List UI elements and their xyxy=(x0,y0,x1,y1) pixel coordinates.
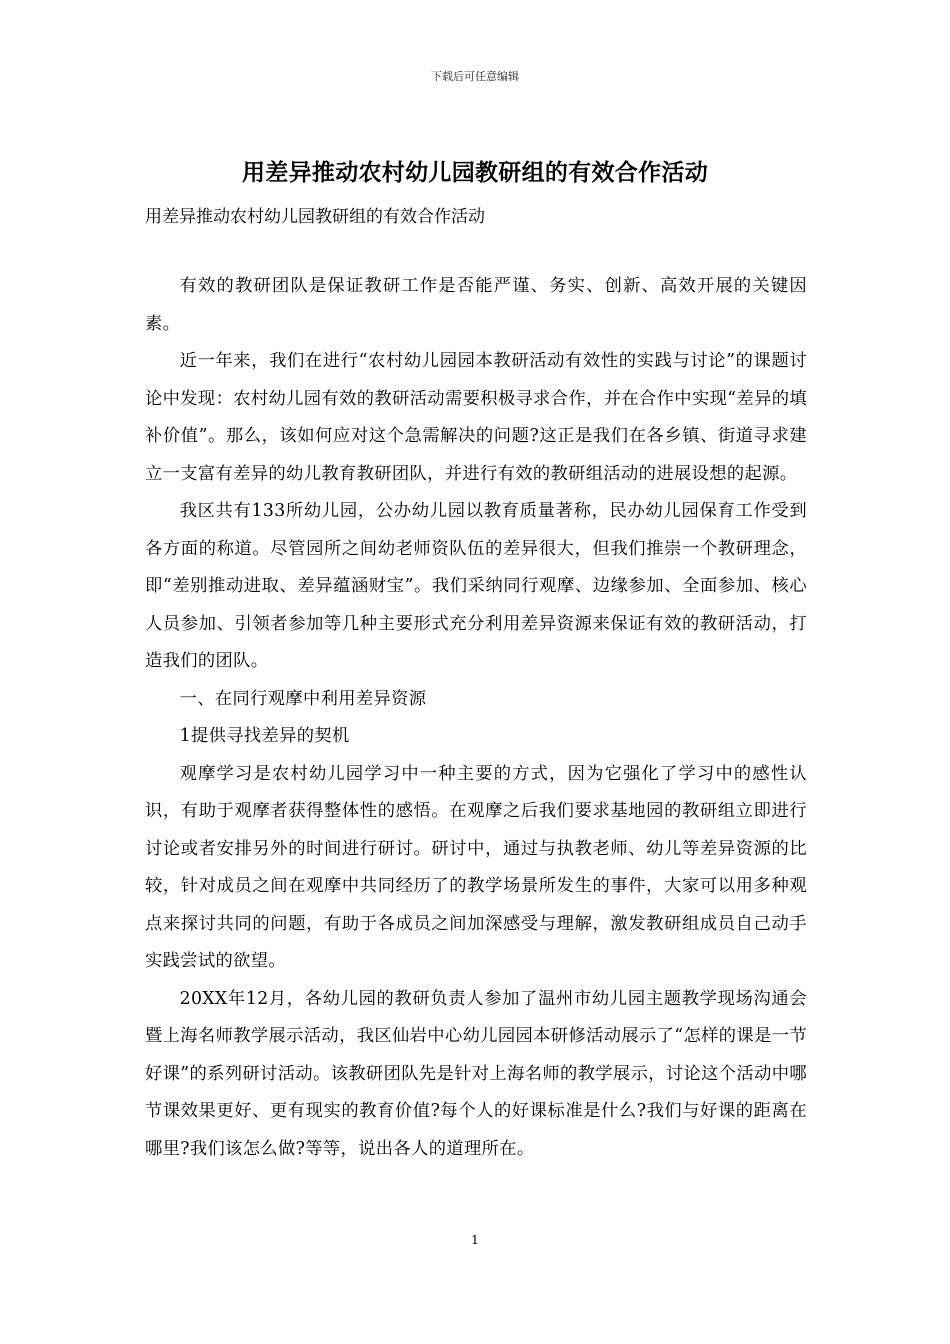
paragraph: 20XX年12月，各幼儿园的教研负责人参加了温州市幼儿园主题教学现场沟通会暨上海名师教学展示活动，我区仙岩中心幼儿园园本研修活动展示了“怎样的课是一节好课”的系列研讨活动。该教研团队先是针对上海名师的教学展示，讨论这个活动中哪节课效果更好、更有现实的教育价值?每个人的好课标准是什么?我们与好课的距离在哪里?我们该怎么做?等等，说出各人的道理所在。 xyxy=(145,988,807,1159)
paragraph: 有效的教研团队是保证教研工作是否能严谨、务实、创新、高效开展的关键因素。 xyxy=(145,276,807,334)
paragraph: 观摩学习是农村幼儿园学习中一种主要的方式，因为它强化了学习中的感性认识，有助于观摩者获得整体性的感悟。在观摩之后我们要求基地园的教研组立即进行讨论或者安排另外的时间进行研讨。研讨中，通过与执教老师、幼儿等差异资源的比较，针对成员之间在观摩中共同经历了的教学场景所发生的事件，大家可以用多种观点来探讨共同的问题，有助于各成员之间加深感受与理解，激发教研组成员自己动手实践尝试的欲望。 xyxy=(145,763,807,971)
paragraph: 我区共有133所幼儿园，公办幼儿园以教育质量著称，民办幼儿园保育工作受到各方面的称道。尽管园所之间幼老师资队伍的差异很大，但我们推崇一个教研理念，即“差别推动进取、差异蕴涵财宝”。我们采纳同行观摩、边缘参加、全面参加、核心人员参加、引领者参加等几种主要形式充分利用差异资源来保证有效的教研活动，打造我们的团队。 xyxy=(145,501,807,671)
document-title: 用差异推动农村幼儿园教研组的有效合作活动 xyxy=(242,159,708,186)
page-number: 1 xyxy=(471,1233,479,1247)
section-heading: 一、在同行观摩中利用差异资源 xyxy=(179,688,427,709)
subsection-heading: 1提供寻找差异的契机 xyxy=(179,726,350,746)
paragraph: 近一年来，我们在进行“农村幼儿园园本教研活动有效性的实践与讨论”的课题讨论中发现：农村幼儿园有效的教研活动需要积极寻求合作，并在合作中实现“差异的填补价值”。那么，该如何应对这个急需解决的问题?这正是我们在各乡镇、街道寻求建立一支富有差异的幼儿教育教研团队，并进行有效的教研组活动的进展设想的起源。 xyxy=(145,351,807,484)
header-note: 下载后可任意编辑 xyxy=(431,70,519,83)
document-subtitle: 用差异推动农村幼儿园教研组的有效合作活动 xyxy=(145,207,485,227)
document-body xyxy=(145,268,807,1168)
